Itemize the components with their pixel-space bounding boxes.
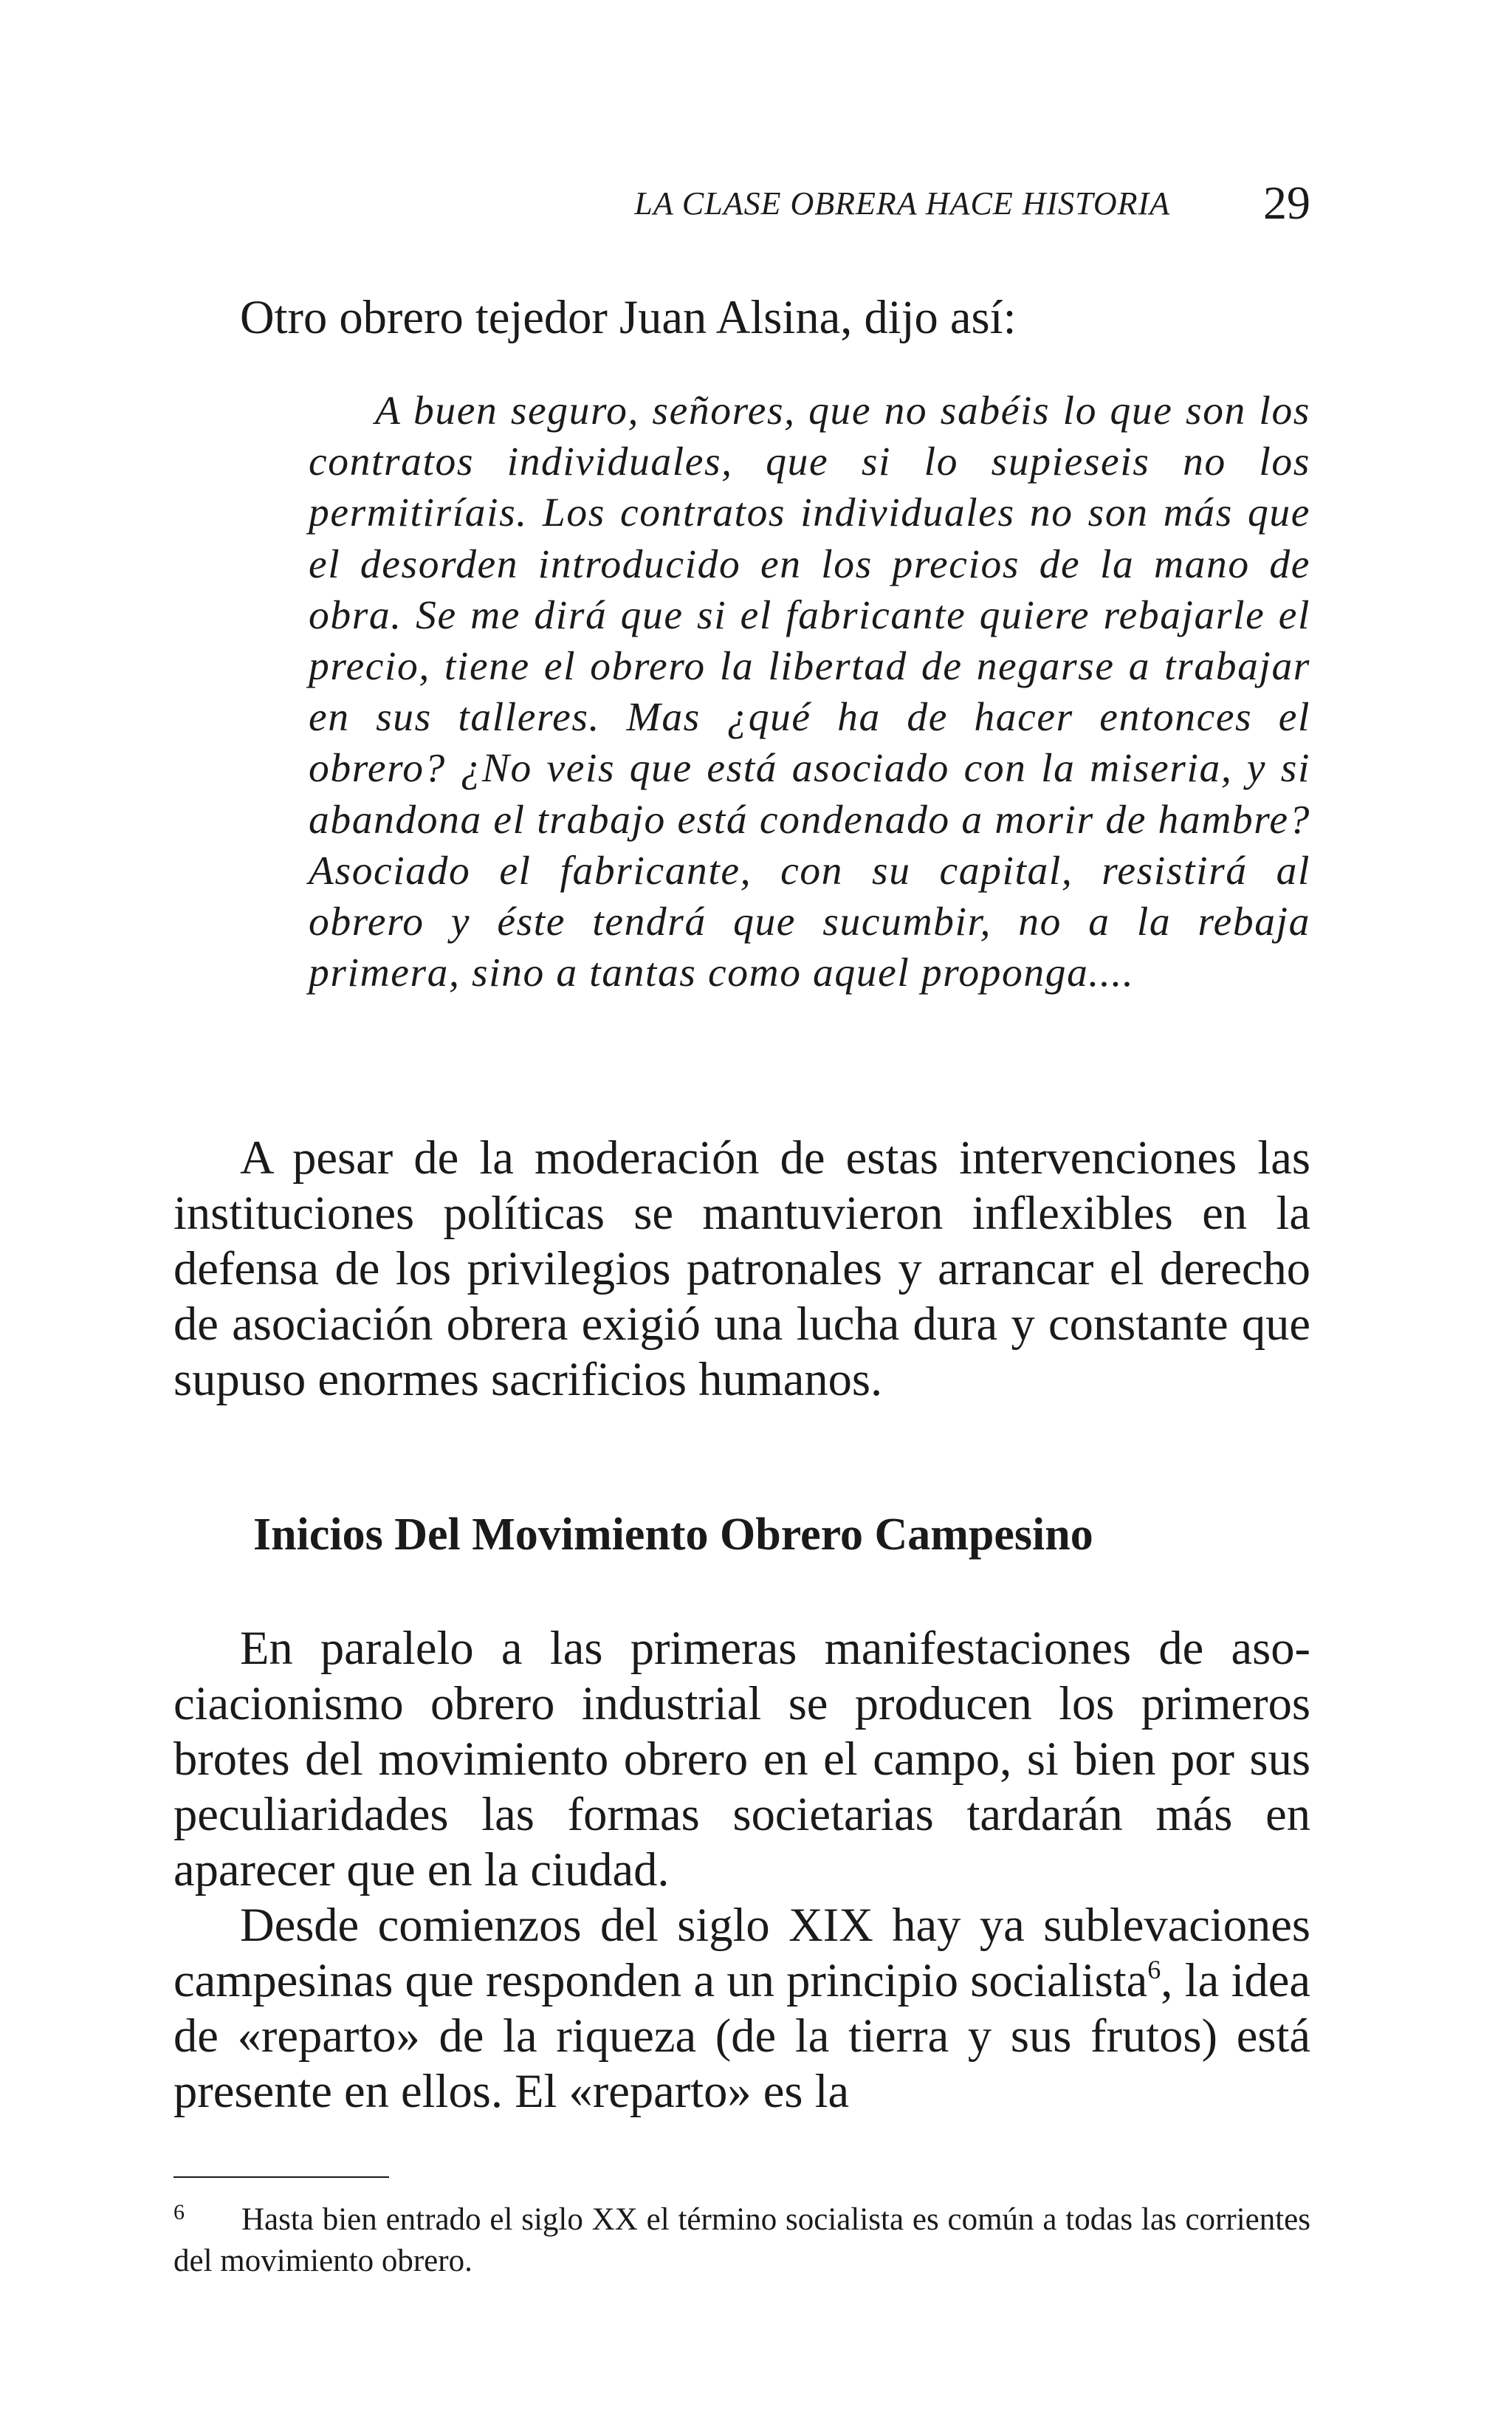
intro-paragraph: Otro obrero tejedor Juan Alsina, dijo así: [240,291,1017,343]
footnote: 6 Hasta bien entrado el siglo XX el término socialista es común a todas las corrientes del movimiento obrero. [173,2200,1310,2278]
footnote-reference[interactable]: 6 [1147,1955,1161,1984]
paragraph-text: , la idea de «reparto» de la riqueza (de la tierra y sus frutos) está presente en ellos. El «reparto» es la [173,1954,1310,2117]
running-title: LA CLASE OBRERA HACE HISTORIA [634,185,1170,222]
footnote-text: Hasta bien entrado el siglo XX el término socialista es común a todas las corrientes del movimiento obrero. [173,2202,1310,2278]
body-paragraph [173,1897,1310,2119]
body-paragraph: A pesar de la moderación de estas intervenciones las instituciones políticas se mantuvieron inflexibles en la defensa de los privilegios patronales y arrancar el derecho de asociación obrera exigió una lucha dura y constante que supuso enormes sacrificios humanos. [173,1131,1310,1405]
page-number: 29 [1263,177,1310,229]
section-heading: Inicios Del Movimiento Obrero Campesino [253,1510,1093,1560]
running-head [173,176,1310,235]
body-paragraph: En paralelo a las primeras manifestaciones de asociacionismo obrero industrial se producen los primeros brotes del movimiento obrero en el campo, si bien por sus peculiaridades las formas societarias tardarán más en aparecer que en la ciudad. [173,1622,1310,1896]
paragraph-text: Desde comienzos del siglo XIX hay ya sublevaciones campesinas que responden a un principio socialista [173,1899,1310,2007]
footnote-divider [173,2176,389,2178]
block-quote: A buen seguro, señores, que no sabéis lo que son los contratos individuales, que si lo supieseis no los permitiríais. Los contratos individuales no son más que el desorden introducido en los precios de la mano de obra. Se me dirá que si el fabricante quiere rebajarle el precio, tiene el obrero la libertad de negarse a trabajar en sus talleres. Mas ¿qué ha de hacer entonces el obrero? ¿No veis que está asociado con la miseria, y si abandona el trabajo está condenado a morir de hambre? Asociado el fabricante, con su capital, resistirá al obrero y éste tendrá que sucumbir, no a la rebaja primera, sino a tantas como aquel proponga.... [309,388,1310,996]
